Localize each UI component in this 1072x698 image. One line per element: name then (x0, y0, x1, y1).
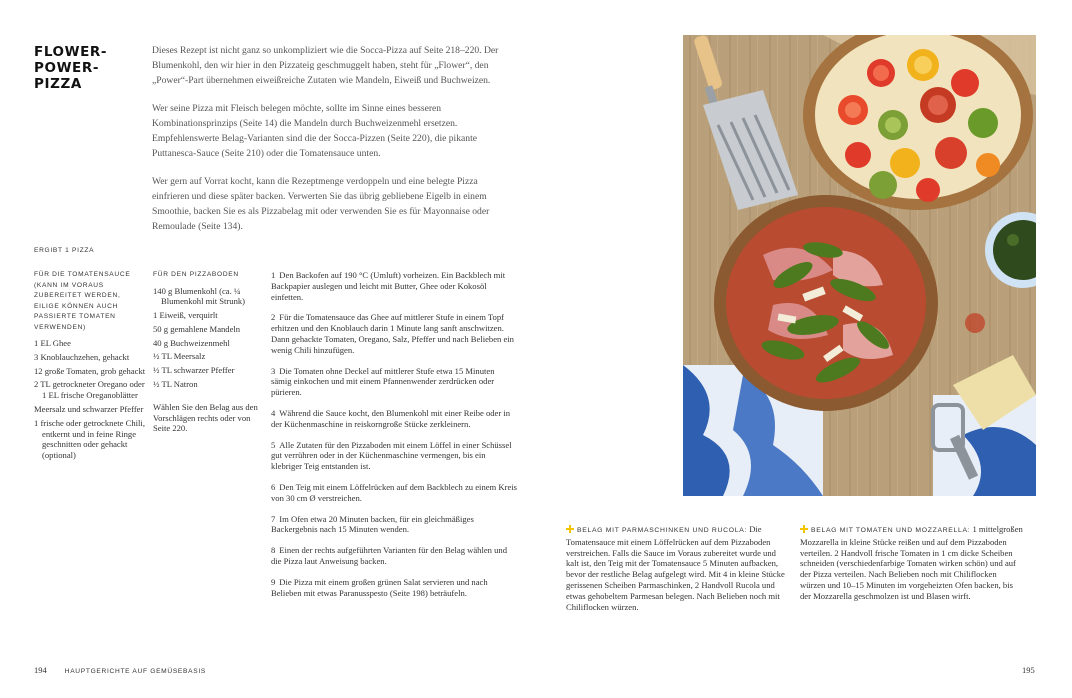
method-step (271, 408, 517, 430)
intro-paragraph: Wer seine Pizza mit Fleisch belegen möchte, sollte im Sinne eines besseren Kombinationsprinzips (Seite 14) die Mandeln durch Buchweizenmehl ersetzen. Empfehlenswerte Belag-Varianten sind die der Socca-Pizzen (Seite 220), die pikante Puttanesca-Sauce (Seite 210) oder die Tomatensauce unten. (152, 103, 478, 159)
intro-text (152, 43, 514, 247)
ingredient-item: 1 EL Ghee (34, 338, 71, 348)
method-step (271, 440, 517, 472)
title-line: FLOWER- (34, 44, 108, 60)
ingredient-item: 140 g Blumenkohl (ca. ¼ Blumenkohl mit Strunk) (153, 285, 246, 307)
ingredient-item: 40 g Buchweizenmehl (153, 337, 230, 348)
step-text: Alle Zutaten für den Pizzaboden mit einem Löffel in einer Schüssel gut verrühren oder in der Küchenmaschine vermengen, bis ein klebriger Teig entstanden ist. (271, 439, 512, 472)
sauce-heading: FÜR DIE TOMATENSAUCE (KANN IM VORAUS ZUBEREITET WERDEN, EILIGE KÖNNEN AUCH PASSIERTE TOMATEN VERWENDEN) (34, 271, 131, 331)
step-text: Einen der rechts aufgeführten Varianten für den Belag wählen und die Pizza laut Anweisung backen. (271, 545, 508, 566)
step-number: 2 (271, 312, 276, 323)
recipe-title (34, 44, 144, 92)
ingredient-item: 50 g gemahlene Mandeln (153, 323, 241, 334)
ingredient-item: ½ TL Meersalz (153, 351, 206, 362)
ingredient-item: Meersalz und schwarzer Pfeffer (34, 403, 144, 414)
step-number: 5 (271, 439, 276, 450)
ingredient-item: 1 frische oder getrocknete Chili, entkernt und in feine Ringe geschnitten oder gehackt (optional) (34, 417, 145, 461)
pizza-illustration (683, 35, 1036, 496)
method-step (271, 577, 517, 599)
method-step (271, 545, 517, 567)
variant-text: 1 mittelgroßen Mozzarella in kleine Stücke reißen und auf dem Pizzaboden verteilen. 2 Handvoll frische Tomaten in 1 cm dicke Scheiben schneiden (verschiedenfarbige Tomaten wirken schön) und auf der Pizza verteilen. Nach Belieben noch mit Chiliflocken würzen und 10–15 Minuten im vorgeheizten Ofen backen, bis der Mozzarella geschmolzen ist und Blasen wirft. (800, 524, 1023, 601)
step-number: 1 (271, 270, 276, 280)
method-steps (271, 270, 517, 608)
footer-left (34, 665, 206, 675)
ingredient-item: 12 große Tomaten, grob gehackt (34, 365, 146, 376)
step-number: 8 (271, 545, 276, 556)
variant-text: Die Tomatensauce mit einem Löffelrücken auf dem Pizzaboden verstreichen. Falls die Sauce im Voraus zubereitet wurde und kalt ist, den Teig mit der Tomatensauce 5 Minuten aufbacken, bevor der restliche Belag aufgelegt wird. Mit 4 in kleine Stücke gerissenen Scheiben Parmaschinken, 2 Handvoll Rucola und etwas gehobeltem Parmesan belegen. Nach Belieben noch mit Chiliflocken würzen. (566, 524, 785, 612)
ingredient-item: ½ TL Natron (153, 379, 198, 390)
chili-flakes (965, 313, 985, 333)
ingredient-item: 1 Eiweiß, verquirlt (153, 310, 218, 321)
intro-paragraph: Dieses Rezept ist nicht ganz so unkompliziert wie die Socca-Pizza auf Seite 218–220. Der Blumenkohl, den wir hier in den Pizzateig geschmuggelt haben, steht für „Flower“, den „Power“-Part übernehmen eiweißreiche Zutaten wie Mandeln, Eiweiß und Buchweizen. (152, 45, 499, 86)
step-text: Für die Tomatensauce das Ghee auf mittlerer Stufe in einem Topf erhitzen und den Knoblauch darin 1 Minute lang sanft anschwitzen. Dann gehackte Tomaten, Oregano, Salz, Pfeffer und nach Belieben ein wenig Chili hinzufügen. (271, 312, 514, 355)
step-number: 4 (271, 407, 276, 418)
method-step (271, 514, 517, 536)
parma-rucola-pizza (714, 195, 938, 411)
yield-label: ERGIBT 1 PIZZA (34, 247, 95, 254)
ingredient-item: 2 TL getrockneter Oregano oder 1 EL frische Oreganoblätter (34, 379, 145, 401)
variant-tomato-mozzarella (800, 524, 1024, 602)
method-step (271, 482, 517, 504)
sauce-ingredients (34, 270, 146, 464)
variant-heading: BELAG MIT TOMATEN UND MOZZARELLA: (811, 527, 971, 534)
step-text: Während die Sauce kocht, den Blumenkohl mit einer Reibe oder in der Küchenmaschine in reiskorngroße Stücke zerkleinern. (271, 407, 511, 429)
step-text: Die Tomaten ohne Deckel auf mittlerer Stufe etwa 15 Minuten sämig einkochen und mit einem Pfannenwender zerdrücken oder pürieren. (271, 365, 495, 398)
method-step (271, 312, 517, 355)
method-step (271, 366, 517, 398)
page-number-left: 194 (34, 665, 47, 675)
step-text: Den Teig mit einem Löffelrücken auf dem Backblech zu einem Kreis von 30 cm Ø verstreichen. (271, 481, 518, 503)
page-number-right: 195 (1022, 665, 1035, 675)
section-title: HAUPTGERICHTE AUF GEMÜSEBASIS (64, 668, 206, 675)
title-line: POWER- (34, 60, 100, 76)
base-ingredients (153, 270, 265, 434)
intro-paragraph: Wer gern auf Vorrat kocht, kann die Rezeptmenge verdoppeln und eine belegte Pizza einfrieren und diese später backen. Verwerten Sie das übrig gebliebene Eigelb in einem Smoothie, backen Sie es als Pizzabelag mit oder verwenden Sie es für Mayonnaise oder Remoulade (Seite 134). (152, 176, 490, 232)
title-line: PIZZA (34, 76, 82, 92)
variant-heading: BELAG MIT PARMASCHINKEN UND RUCOLA: (577, 527, 748, 534)
method-step (271, 270, 517, 302)
ingredient-item: 3 Knoblauchzehen, gehackt (34, 351, 130, 362)
pizza-photo (683, 35, 1036, 496)
plus-icon (800, 525, 808, 533)
step-text: Die Pizza mit einem großen grünen Salat servieren und nach Belieben mit etwas Paranusspesto (Seite 198) beträufeln. (271, 576, 488, 598)
plus-icon (566, 525, 574, 533)
step-text: Den Backofen auf 190 °C (Umluft) vorheizen. Ein Backblech mit Backpapier auslegen und leicht mit Butter, Ghee oder Kokosöl einfetten. (271, 270, 506, 302)
step-text: Im Ofen etwa 20 Minuten backen, für ein gleichmäßiges Backergebnis nach 15 Minuten wenden. (271, 513, 474, 535)
base-heading: FÜR DEN PIZZABODEN (153, 271, 239, 278)
step-number: 6 (271, 481, 276, 492)
step-number: 3 (271, 365, 276, 376)
variant-parma-rucola (566, 524, 790, 612)
topping-note: Wählen Sie den Belag aus den Vorschlägen rechts oder von Seite 220. (153, 401, 258, 434)
step-number: 9 (271, 576, 276, 587)
step-number: 7 (271, 513, 276, 524)
ingredient-item: ½ TL schwarzer Pfeffer (153, 365, 235, 376)
